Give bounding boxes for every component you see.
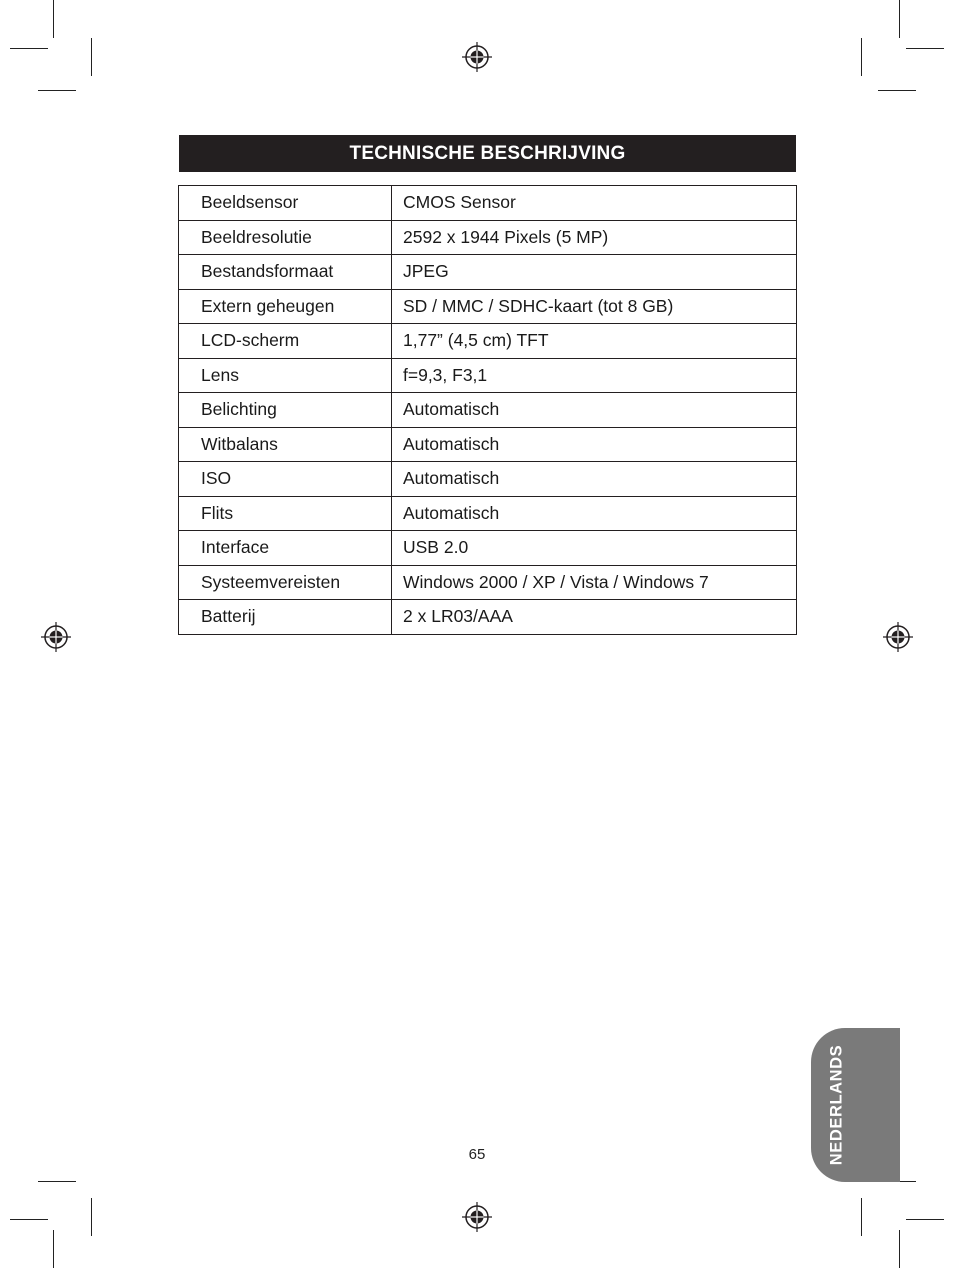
language-tab-label: NEDERLANDS: [827, 1044, 846, 1166]
registration-mark-icon: [41, 622, 71, 652]
spec-table: [178, 185, 797, 635]
table-row: [179, 324, 797, 359]
spec-value: Automatisch: [392, 427, 797, 462]
crop-mark: [861, 1198, 862, 1236]
spec-value: USB 2.0: [392, 531, 797, 566]
spec-label: Bestandsformaat: [179, 255, 392, 290]
spec-value: Windows 2000 / XP / Vista / Windows 7: [392, 565, 797, 600]
table-row: [179, 289, 797, 324]
spec-value: f=9,3, F3,1: [392, 358, 797, 393]
crop-mark: [899, 0, 900, 38]
section-title: TECHNISCHE BESCHRIJVING: [179, 135, 796, 172]
crop-mark: [10, 48, 48, 49]
spec-label: Interface: [179, 531, 392, 566]
table-row: [179, 600, 797, 635]
crop-mark: [10, 1219, 48, 1220]
spec-label: Beeldresolutie: [179, 220, 392, 255]
registration-mark-icon: [462, 42, 492, 72]
spec-value: Automatisch: [392, 462, 797, 497]
crop-mark: [906, 1219, 944, 1220]
spec-label: LCD-scherm: [179, 324, 392, 359]
spec-value: 2 x LR03/AAA: [392, 600, 797, 635]
spec-label: Flits: [179, 496, 392, 531]
spec-label: Beeldsensor: [179, 186, 392, 221]
spec-value: CMOS Sensor: [392, 186, 797, 221]
table-row: [179, 462, 797, 497]
table-row: [179, 220, 797, 255]
table-row: [179, 186, 797, 221]
spec-value: JPEG: [392, 255, 797, 290]
crop-mark: [53, 1230, 54, 1268]
spec-value: SD / MMC / SDHC-kaart (tot 8 GB): [392, 289, 797, 324]
spec-value: Automatisch: [392, 393, 797, 428]
spec-label: Batterij: [179, 600, 392, 635]
crop-mark: [878, 90, 916, 91]
spec-label: Extern geheugen: [179, 289, 392, 324]
spec-value: 1,77” (4,5 cm) TFT: [392, 324, 797, 359]
spec-label: Systeemvereisten: [179, 565, 392, 600]
table-row: [179, 531, 797, 566]
table-row: [179, 427, 797, 462]
spec-label: Lens: [179, 358, 392, 393]
crop-mark: [91, 1198, 92, 1236]
crop-mark: [861, 38, 862, 76]
crop-mark: [91, 38, 92, 76]
language-tab: [811, 1028, 900, 1182]
table-row: [179, 393, 797, 428]
spec-label: Witbalans: [179, 427, 392, 462]
table-row: [179, 358, 797, 393]
crop-mark: [38, 1181, 76, 1182]
table-row: [179, 496, 797, 531]
spec-label: Belichting: [179, 393, 392, 428]
table-row: [179, 255, 797, 290]
table-row: [179, 565, 797, 600]
page-number: 65: [468, 1146, 486, 1163]
spec-value: Automatisch: [392, 496, 797, 531]
registration-mark-icon: [462, 1202, 492, 1232]
crop-mark: [38, 90, 76, 91]
registration-mark-icon: [883, 622, 913, 652]
crop-mark: [53, 0, 54, 38]
crop-mark: [906, 48, 944, 49]
crop-mark: [899, 1230, 900, 1268]
spec-label: ISO: [179, 462, 392, 497]
spec-value: 2592 x 1944 Pixels (5 MP): [392, 220, 797, 255]
